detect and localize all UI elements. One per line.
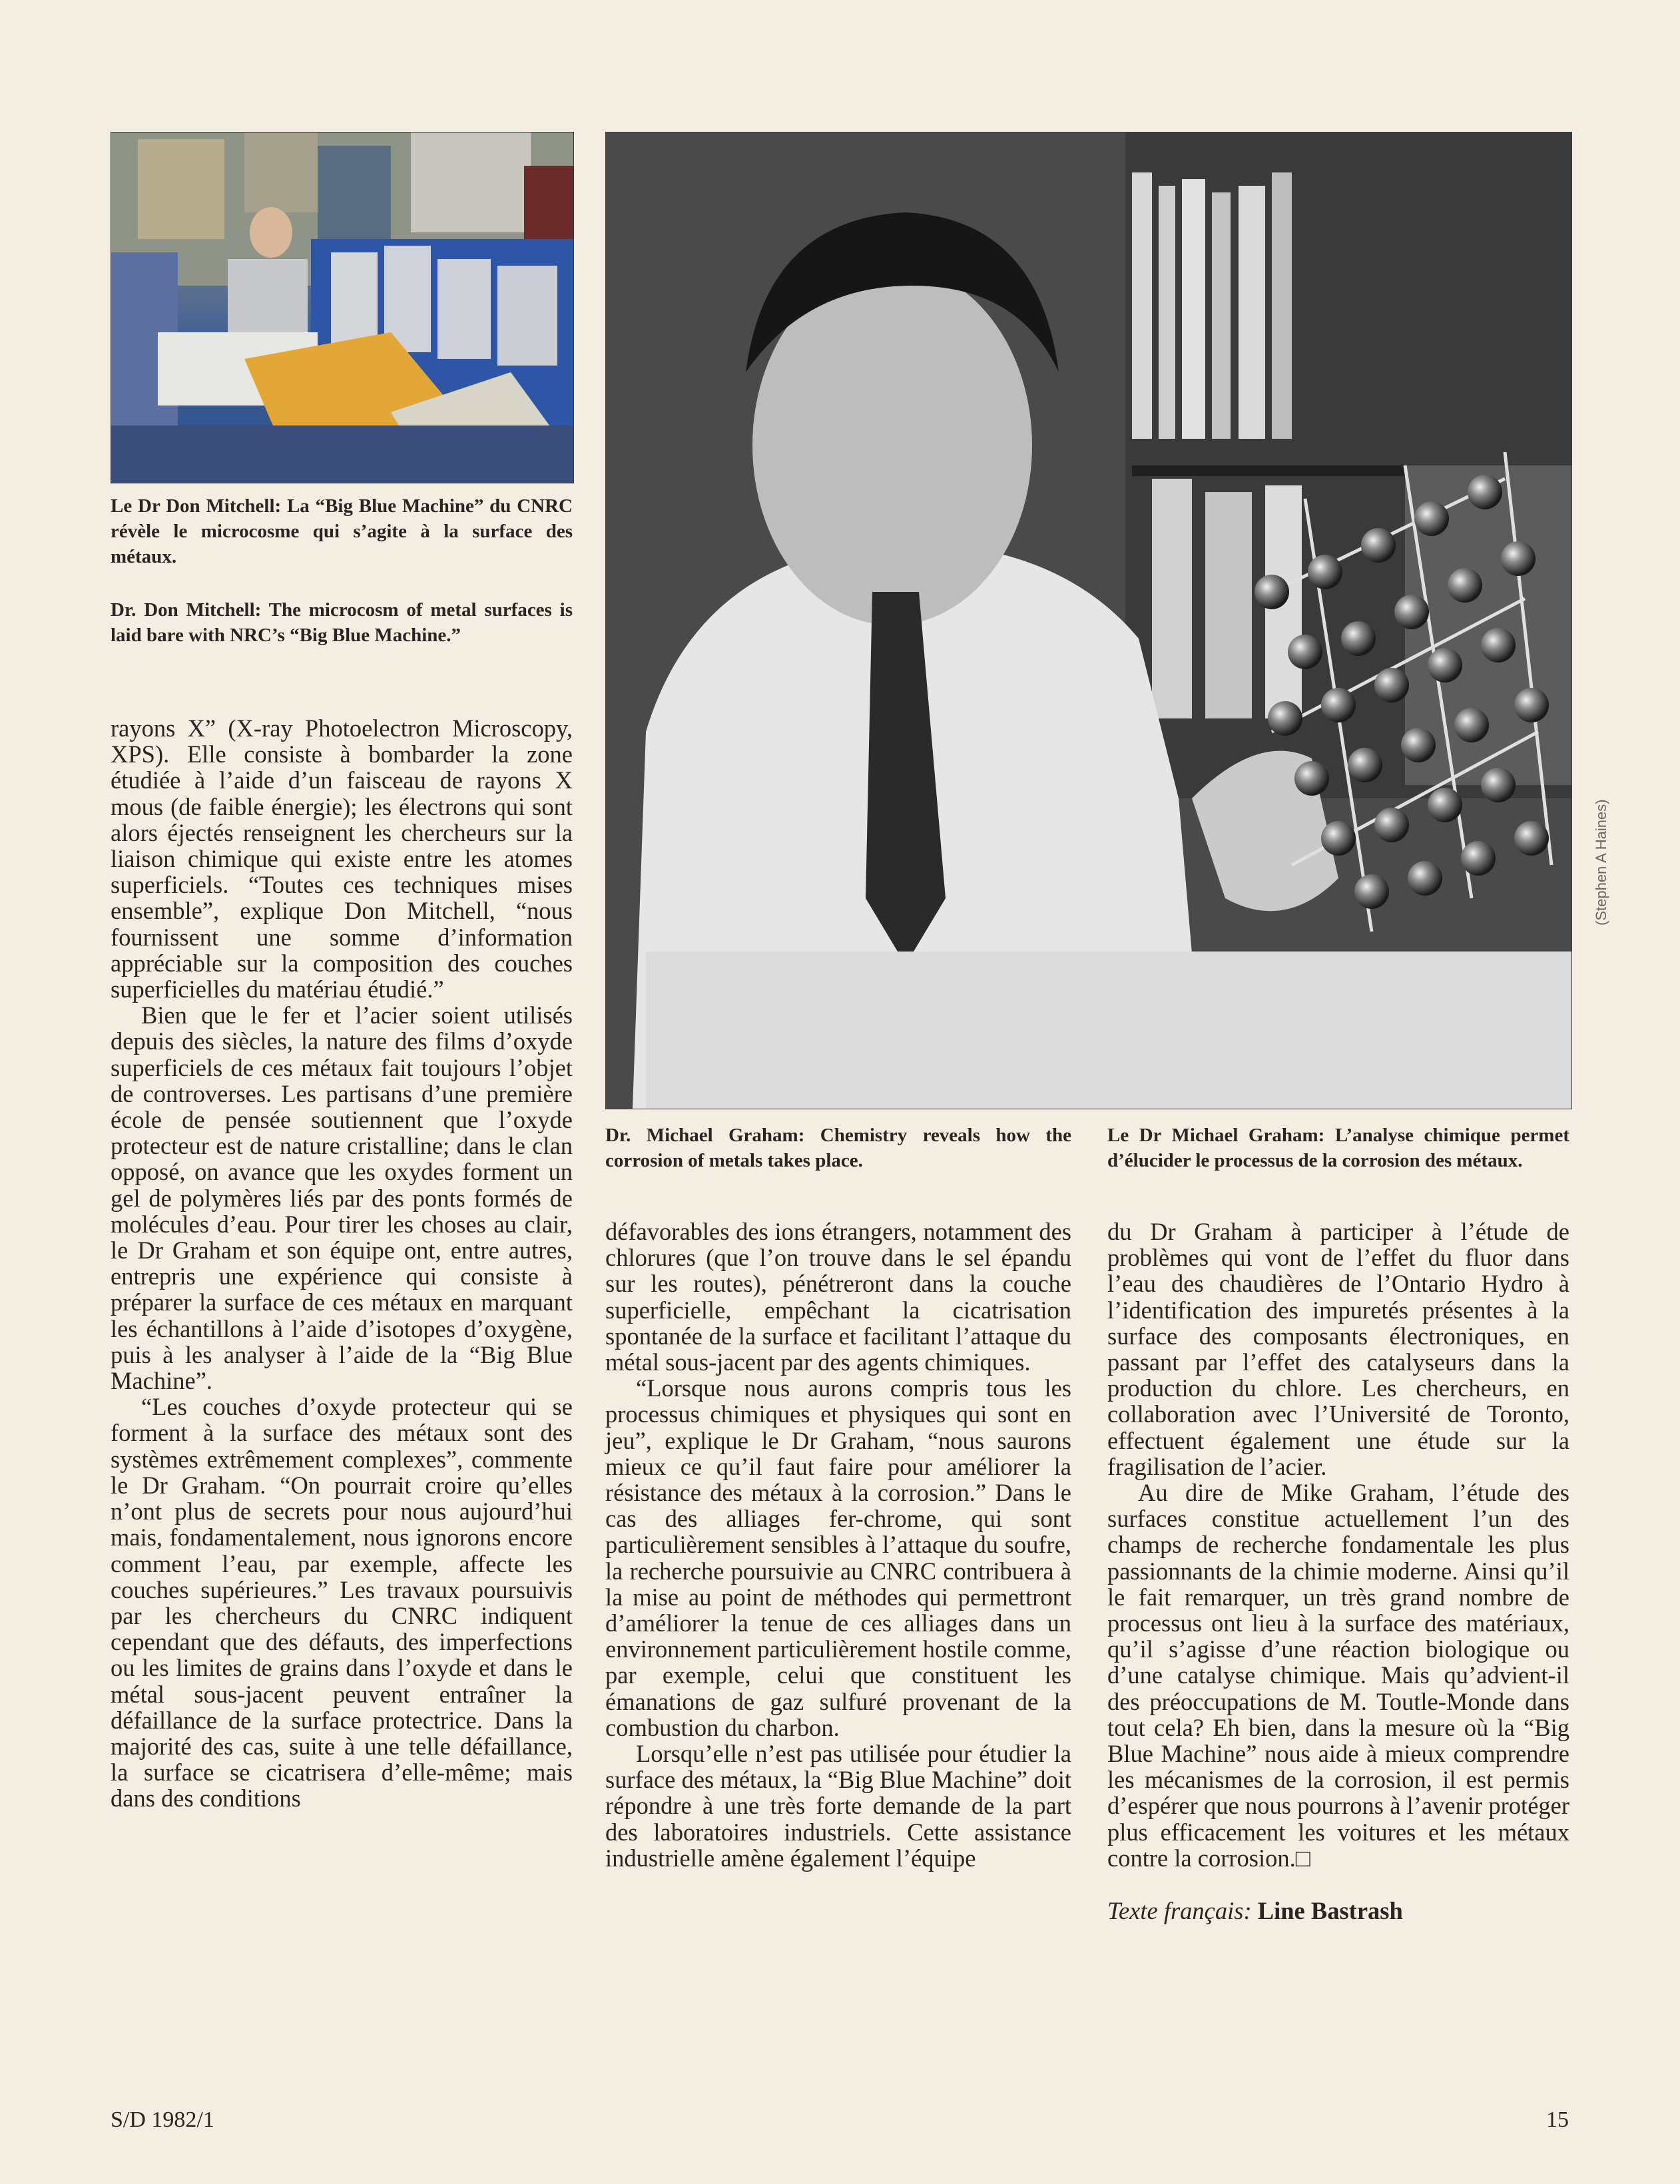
article-column-1 (111, 715, 573, 1812)
caption-mitchell-fr: Le Dr Don Mitchell: La “Big Blue Machine” du CNRC révèle le microcosme qui s’agite à la surface des métaux. (111, 495, 573, 567)
photo-graham-molecular-model (605, 132, 1572, 1109)
caption-graham-fr: Le Dr Michael Graham: L’analyse chimique permet d’élucider le processus de la corrosion des métaux. (1107, 1125, 1569, 1171)
article-column-3 (1107, 1219, 1569, 1924)
photo-mitchell-lab (111, 132, 574, 483)
article-paragraph: “Lorsque nous aurons compris tous les processus chimiques et physiques qui sont en jeu”, explique le Dr Graham, “nous saurons mieux ce qu’il faut faire pour améliorer la résistance des métaux à la corrosion.” Dans le cas des alliages fer-chrome, qui sont particulièrement sensibles à l’attaque du soufre, la recherche poursuivie au CNRC contribuera à la mise au point de méthodes qui permettront d’améliorer la tenue de ces alliages dans un environnement particulièrement hostile comme, par exemple, celui que constituent les émanations de gaz sulfuré provenant de la combustion du charbon. (605, 1374, 1071, 1741)
article-paragraph: du Dr Graham à participer à l’étude de problèmes qui vont de l’effet du fluor dans l’eau des chaudières de l’Ontario Hydro à l’identification des impuretés présentes à la surface des composants électroniques, en passant par l’effet des catalyseurs dans la production du chlore. Les chercheurs, en collaboration avec l’Université de Toronto, effectuent également une étude sur la fragilisation de l’acier. (1107, 1218, 1569, 1480)
translation-label: Texte français: (1107, 1897, 1252, 1925)
translation-credit (1107, 1898, 1569, 1924)
photo-credit: (Stephen A Haines) (1593, 799, 1609, 926)
page-number: 15 (1546, 2107, 1569, 2132)
article-paragraph: Lorsqu’elle n’est pas utilisée pour étudier la surface des métaux, la “Big Blue Machine” doit répondre à une très forte demande de la part des laboratoires industriels. Cette assistance industrielle amène également l’équipe (605, 1740, 1071, 1872)
caption-graham-en: Dr. Michael Graham: Chemistry reveals how the corrosion of metals takes place. (605, 1125, 1071, 1171)
graham-photo-illustration (606, 133, 1571, 1109)
article-paragraph: défavorables des ions étrangers, notamment des chlorures (que l’on trouve dans le sel épandu sur les routes), pénétreront dans la couche superficielle, empêchant la cicatrisation spontanée de la surface et facilitant l’attaque du métal sous-jacent par des agents chimiques. (605, 1218, 1071, 1376)
translator-name: Line Bastrash (1257, 1897, 1403, 1925)
issue-number: S/D 1982/1 (111, 2107, 214, 2132)
lab-photo-illustration (111, 133, 573, 483)
article-paragraph: rayons X” (X-ray Photoelectron Microscopy, XPS). Elle consiste à bombarder la zone étudiée à l’aide d’un faisceau de rayons X mous (de faible énergie); les électrons qui sont alors éjectés renseignent les chercheurs sur la liaison chimique qui existe entre les atomes superficiels. “Toutes ces techniques mises ensemble”, explique Don Mitchell, “nous fournissent une somme d’information appréciable sur la composition des couches superficielles du matériau étudié.” (111, 714, 573, 1003)
article-column-2 (605, 1219, 1071, 1871)
caption-mitchell-en: Dr. Don Mitchell: The microcosm of metal surfaces is laid bare with NRC’s “Big Blue Machine.” (111, 599, 573, 646)
article-paragraph: Au dire de Mike Graham, l’étude des surfaces constitue actuellement l’un des champs de recherche fondamentale les plus passionnants de la chimie moderne. Ainsi qu’il le fait remarquer, un très grand nombre de processus ont lieu à la surface des matériaux, qu’il s’agisse d’une réaction biologique ou d’une catalyse chimique. Mais qu’advient-il des préoccupations de M. Toutle-Monde dans tout cela? Eh bien, dans la mesure où la “Big Blue Machine” nous aide à mieux comprendre les mécanismes de la corrosion, il est permis d’espérer que nous pourrons à l’avenir protéger plus efficacement les voitures et les métaux contre la corrosion.□ (1107, 1479, 1569, 1872)
article-paragraph: Bien que le fer et l’acier soient utilisés depuis des siècles, la nature des films d’oxyde superficiels de ces métaux fait toujours l’objet de controverses. Les partisans d’une première école de pensée soutiennent que l’oxyde protecteur est de nature cristalline; dans le clan opposé, on avance que les oxydes forment un gel de polymères liés par des ponts formés de molécules d’eau. Pour tirer les choses au clair, le Dr Graham et son équipe ont, entre autres, entrepris une expérience qui consiste à préparer la surface de ces métaux en marquant les échantillons à l’aide d’isotopes d’oxygène, puis à les analyser à l’aide de la “Big Blue Machine”. (111, 1001, 573, 1395)
article-paragraph: “Les couches d’oxyde protecteur qui se forment à la surface des métaux sont des systèmes extrêmement complexes”, commente le Dr Graham. “On pourrait croire qu’elles n’ont plus de secrets pour nous aujourd’hui mais, fondamentalement, nous ignorons encore comment l’eau, par exemple, affecte les couches supérieures.” Les travaux poursuivis par les chercheurs du CNRC indiquent cependant que des défauts, des imperfections ou les limites de grains dans l’oxyde et dans le métal sous-jacent peuvent entraîner la défaillance de la surface protectrice. Dans la majorité des cas, suite à une telle défaillance, la surface se cicatrisera d’elle-même; mais dans des conditions (111, 1393, 573, 1812)
